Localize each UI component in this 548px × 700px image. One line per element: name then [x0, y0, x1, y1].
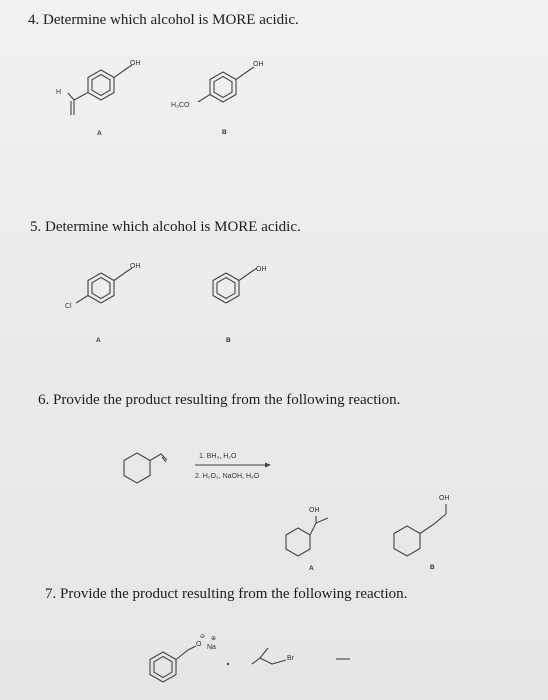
o-negative-charge: ⊖: [200, 634, 206, 640]
product-tag-b: B: [430, 564, 435, 571]
oh-label: OH: [256, 266, 267, 273]
q4-molecule-a: [50, 55, 150, 145]
reagent-step-2: 2. H₂O₂, NaOH, H₂O: [195, 473, 260, 480]
oh-label: OH: [253, 61, 264, 68]
alkyl-chain: [260, 658, 286, 664]
question-6-title: 6. Provide the product resulting from the following reaction.: [38, 392, 401, 408]
q6-product-b: [390, 488, 490, 578]
h-label: H: [56, 89, 62, 96]
chloro-bond: [76, 296, 88, 304]
structure-tag-b: B: [226, 337, 231, 344]
ch2-oh-bond: [239, 268, 257, 281]
ch2-oh-bond: [236, 67, 254, 80]
isobutyl-branch-up: [252, 648, 268, 664]
question-4-title: 4. Determine which alcohol is MORE acidic.: [28, 12, 299, 28]
oh-label: OH: [439, 495, 450, 502]
methoxy-bond: [198, 95, 210, 103]
bromo-label: Br: [287, 655, 294, 662]
methoxy-label: H₃CO: [171, 102, 190, 109]
cyclohexane-ring: [394, 526, 420, 556]
cyclohexane-ring: [286, 528, 310, 556]
reagent-step-1: 1. BH₃, H₂O: [199, 453, 237, 460]
reagent-separator-dot: [227, 663, 229, 665]
product-tag-a: A: [309, 565, 314, 572]
structure-tag-b: B: [222, 129, 227, 136]
benzene-inner-ring: [217, 278, 235, 299]
question-5-title: 5. Determine which alcohol is MORE acidic.: [30, 219, 301, 235]
structure-tag-a: A: [96, 337, 101, 344]
q6-reaction-scheme: [115, 440, 285, 490]
sodium-label: Na: [207, 644, 216, 651]
ch2-o-bond: [176, 646, 196, 660]
benzene-inner-ring: [92, 75, 110, 96]
sidechain-bond: [310, 518, 328, 535]
question-7-title: 7. Provide the product resulting from the following reaction.: [45, 586, 408, 602]
q4-molecule-b: [165, 55, 275, 155]
q5-molecule-b: [195, 258, 295, 353]
benzene-inner-ring: [214, 77, 232, 98]
oh-label: OH: [130, 60, 141, 67]
sidechain-bond: [420, 514, 446, 534]
alkoxide-o-label: O: [196, 641, 202, 648]
q6-product-a: [278, 500, 368, 575]
benzene-inner-ring: [92, 278, 110, 299]
q7-reaction-scheme: [140, 620, 370, 695]
oh-label: OH: [130, 263, 141, 270]
oh-label: OH: [309, 507, 320, 514]
chloro-label: Cl: [65, 303, 72, 310]
na-positive-charge: ⊕: [211, 636, 217, 642]
benzene-inner-ring: [154, 657, 172, 678]
structure-tag-a: A: [97, 130, 102, 137]
q5-molecule-a: [50, 258, 150, 353]
arrow-head: [265, 463, 271, 468]
cyclohexane-ring: [124, 453, 150, 483]
aldehyde-bond: [68, 93, 88, 101]
